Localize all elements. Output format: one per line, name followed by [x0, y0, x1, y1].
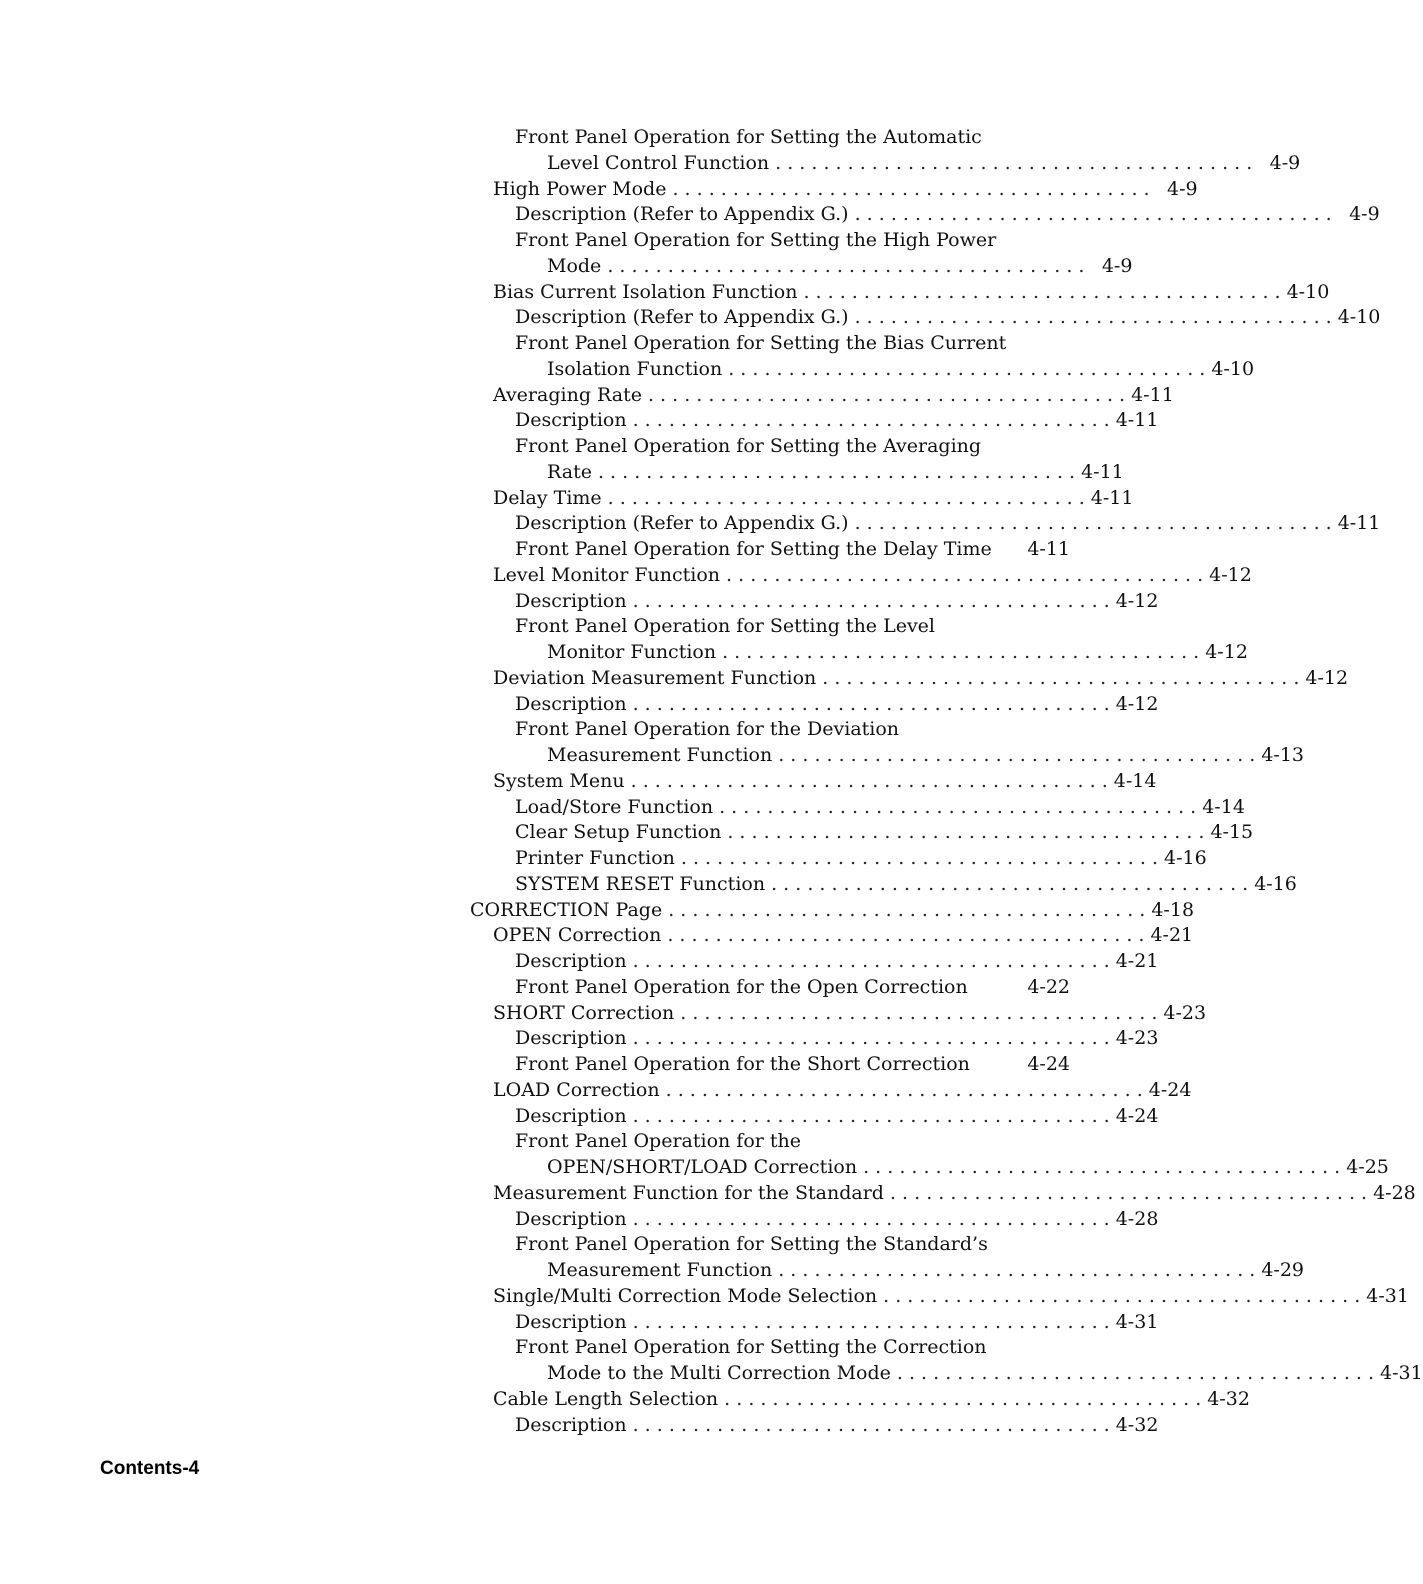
- toc-entry: [470, 228, 1070, 254]
- toc-dot-leader: . . . . . . . . . . . . . . . . . . . . . . . . . . . . . . . . . . . . . . . .: [854, 512, 1332, 535]
- toc-entry: [470, 357, 1255, 383]
- toc-entry-title: Description (Refer to Appendix G.): [515, 512, 849, 535]
- toc-entry-title: Single/Multi Correction Mode Selection: [493, 1284, 878, 1307]
- toc-entry: [470, 1258, 1305, 1284]
- toc-entry: [470, 666, 1349, 692]
- toc-entry-title: Mode to the Multi Correction Mode: [547, 1362, 891, 1384]
- toc-entry: [470, 743, 1305, 769]
- toc-dot-leader: . . . . . . . . . . . . . . . . . . . . . . . . . . . . . . . . . . . . . . . .: [632, 692, 1110, 715]
- toc-entry-page-number: 4-11: [1027, 538, 1070, 560]
- toc-entry: [470, 460, 1124, 486]
- toc-entry-page-number: 4-10: [1337, 306, 1381, 329]
- toc-entry-title: Monitor Function: [547, 641, 717, 663]
- toc-entry-title: Description: [515, 1027, 627, 1050]
- toc-entry-title: Front Panel Operation for Setting the Standard’s: [515, 1233, 988, 1256]
- toc-entry-title: Level Monitor Function: [493, 563, 721, 586]
- toc-entry: [470, 1361, 1423, 1387]
- toc-entry-title: Front Panel Operation for the Short Correction: [515, 1053, 970, 1075]
- toc-entry-page-number: 4-23: [1163, 1001, 1207, 1024]
- toc-dot-leader: . . . . . . . . . . . . . . . . . . . . . . . . . . . . . . . . . . . . . . . .: [632, 1027, 1110, 1050]
- toc-entry-title: Description (Refer to Appendix G.): [515, 203, 849, 226]
- toc-entry: [470, 614, 1070, 640]
- toc-entry: [470, 1284, 1409, 1310]
- toc-entry-title: Printer Function: [515, 847, 675, 869]
- toc-entry-page-number: 4-10: [1211, 357, 1255, 380]
- toc-entry: [470, 254, 1133, 280]
- toc-dot-leader: . . . . . . . . . . . . . . . . . . . . . . . . . . . . . . . . . . . . . . . .: [778, 1259, 1256, 1281]
- toc-entry-page-number: 4-25: [1346, 1156, 1389, 1178]
- toc-entry: [470, 408, 1159, 434]
- toc-entry-title: Front Panel Operation for the Open Correction: [515, 975, 968, 998]
- toc-entry-page-number: 4-11: [1337, 512, 1381, 535]
- toc-entry: [470, 177, 1198, 203]
- toc-entry: [470, 1413, 1159, 1439]
- toc-entry-page-number: 4-28: [1115, 1207, 1159, 1230]
- toc-dot-leader: . . . . . . . . . . . . . . . . . . . . . . . . . . . . . . . . . . . . . . . .: [632, 1207, 1110, 1230]
- toc-dot-leader: . . . . . . . . . . . . . . . . . . . . . . . . . . . . . . . . . . . . . . . .: [607, 254, 1085, 277]
- toc-dot-leader: . . . . . . . . . . . . . . . . . . . . . . . . . . . . . . . . . . . . . . . .: [822, 666, 1300, 689]
- toc-dot-leader: . . . . . . . . . . . . . . . . . . . . . . . . . . . . . . . . . . . . . . . .: [854, 306, 1332, 329]
- toc-entry-page-number: 4-24: [1115, 1104, 1159, 1127]
- toc-entry-page-number: 4-10: [1286, 280, 1330, 303]
- toc-entry-title: Rate: [547, 460, 592, 483]
- toc-entry: [470, 1129, 1070, 1155]
- toc-entry-page-number: 4-13: [1261, 744, 1305, 766]
- toc-dot-leader: . . . . . . . . . . . . . . . . . . . . . . . . . . . . . . . . . . . . . . . .: [632, 950, 1110, 972]
- toc-entry-page-number: 4-11: [1131, 383, 1174, 406]
- toc-entry: [470, 589, 1159, 615]
- toc-entry-title: Measurement Function: [547, 1259, 773, 1281]
- toc-entry-title: OPEN/SHORT/LOAD Correction: [547, 1156, 858, 1178]
- toc-entry-title: Front Panel Operation for Setting the Automatic: [515, 126, 982, 148]
- toc-entry-title: Mode: [547, 254, 602, 277]
- toc-entry-page-number: 4-16: [1254, 872, 1297, 895]
- page-footer-label: Contents-4: [100, 1458, 200, 1479]
- toc-dot-leader: . . . . . . . . . . . . . . . . . . . . . . . . . . . . . . . . . . . . . . . .: [597, 460, 1076, 483]
- toc-entry: [470, 434, 1070, 460]
- toc-entry-page-number: 4-9: [1269, 151, 1301, 174]
- toc-entry-title: Description: [515, 589, 627, 612]
- toc-entry-page-number: 4-21: [1115, 950, 1159, 972]
- toc-entry-page-number: 4-24: [1027, 1053, 1070, 1075]
- toc-entry-title: SHORT Correction: [493, 1001, 675, 1024]
- toc-dot-leader: . . . . . . . . . . . . . . . . . . . . . . . . . . . . . . . . . . . . . . . .: [667, 924, 1145, 947]
- toc-dot-leader: . . . . . . . . . . . . . . . . . . . . . . . . . . . . . . . . . . . . . . . .: [854, 203, 1332, 226]
- toc-entry-page-number: 4-15: [1210, 821, 1254, 844]
- toc-entry-title: Measurement Function for the Standard: [493, 1181, 884, 1204]
- toc-dot-leader: . . . . . . . . . . . . . . . . . . . . . . . . . . . . . . . . . . . . . . . .: [668, 898, 1146, 921]
- toc-entry-page-number: 4-9: [1101, 254, 1133, 277]
- toc-entry-title: Front Panel Operation for Setting the Averaging: [515, 435, 982, 457]
- toc-entry: [470, 1001, 1207, 1027]
- toc-entry: [470, 846, 1207, 872]
- toc-entry: [470, 949, 1159, 975]
- toc-entry-title: Bias Current Isolation Function: [493, 280, 798, 303]
- toc-entry-title: Deviation Measurement Function: [493, 666, 817, 689]
- toc-entry: [470, 692, 1159, 718]
- toc-entry-title: Description: [515, 1104, 627, 1127]
- toc-entry: [470, 820, 1254, 846]
- toc-entry-title: Description (Refer to Appendix G.): [515, 306, 849, 329]
- toc-entry: [470, 923, 1194, 949]
- toc-entry: [470, 331, 1070, 357]
- toc-entry: [470, 1104, 1159, 1130]
- toc-entry: [470, 769, 1157, 795]
- toc-entry: [470, 537, 1070, 563]
- toc-entry: [470, 383, 1174, 409]
- toc-entry: [470, 1207, 1159, 1233]
- toc-entry: [470, 1387, 1250, 1413]
- toc-dot-leader: . . . . . . . . . . . . . . . . . . . . . . . . . . . . . . . . . . . . . . . .: [727, 821, 1205, 844]
- toc-entry: [470, 151, 1301, 177]
- toc-entry-title: Delay Time: [493, 486, 602, 509]
- toc-entry-page-number: 4-24: [1148, 1078, 1192, 1101]
- toc-entry-page-number: 4-28: [1373, 1181, 1416, 1204]
- toc-entry: [470, 1026, 1159, 1052]
- toc-dot-leader: . . . . . . . . . . . . . . . . . . . . . . . . . . . . . . . . . . . . . . . .: [778, 744, 1256, 766]
- toc-dot-leader: . . . . . . . . . . . . . . . . . . . . . . . . . . . . . . . . . . . . . . . .: [607, 486, 1085, 509]
- toc-entry-title: Description: [515, 692, 627, 715]
- toc-dot-leader: . . . . . . . . . . . . . . . . . . . . . . . . . . . . . . . . . . . . . . . .: [665, 1078, 1143, 1101]
- toc-entry: [470, 640, 1248, 666]
- toc-entry-page-number: 4-11: [1090, 486, 1134, 509]
- toc-entry-page-number: 4-12: [1305, 666, 1349, 689]
- toc-entry: [470, 717, 1070, 743]
- toc-entry-page-number: 4-14: [1113, 769, 1157, 792]
- toc-entry-page-number: 4-31: [1380, 1362, 1423, 1384]
- toc-entry-title: CORRECTION Page: [470, 898, 663, 921]
- toc-entry-page-number: 4-11: [1115, 409, 1159, 432]
- toc-entry-page-number: 4-14: [1202, 795, 1245, 818]
- toc-entry: [470, 125, 1070, 151]
- toc-entry: [470, 305, 1381, 331]
- toc-entry-title: Isolation Function: [547, 357, 723, 380]
- toc-entry-page-number: 4-29: [1261, 1259, 1305, 1281]
- toc-entry-page-number: 4-9: [1349, 203, 1380, 226]
- toc-entry-page-number: 4-23: [1115, 1027, 1159, 1050]
- toc-entry-page-number: 4-12: [1115, 692, 1159, 715]
- table-of-contents: [470, 125, 1423, 1438]
- toc-dot-leader: . . . . . . . . . . . . . . . . . . . . . . . . . . . . . . . . . . . . . . . .: [672, 177, 1150, 200]
- toc-entry-page-number: 4-12: [1209, 563, 1252, 586]
- toc-entry-page-number: 4-11: [1081, 460, 1124, 483]
- toc-entry-page-number: 4-12: [1115, 589, 1159, 612]
- toc-entry-title: LOAD Correction: [493, 1078, 660, 1101]
- toc-entry-title: Description: [515, 1413, 627, 1436]
- toc-entry: [470, 898, 1195, 924]
- toc-entry-title: Description: [515, 409, 627, 432]
- toc-entry: [470, 795, 1245, 821]
- toc-dot-leader: . . . . . . . . . . . . . . . . . . . . . . . . . . . . . . . . . . . . . . . .: [632, 1104, 1110, 1127]
- toc-entry: [470, 280, 1330, 306]
- toc-entry-page-number: 4-16: [1164, 847, 1207, 869]
- toc-entry-page-number: 4-32: [1207, 1387, 1250, 1410]
- toc-entry-title: Clear Setup Function: [515, 821, 722, 844]
- toc-entry-title: Front Panel Operation for the: [515, 1130, 802, 1153]
- toc-entry: [470, 1052, 1070, 1078]
- toc-entry-title: Measurement Function: [547, 744, 773, 766]
- toc-entry-page-number: 4-9: [1166, 177, 1198, 200]
- toc-dot-leader: . . . . . . . . . . . . . . . . . . . . . . . . . . . . . . . . . . . . . . . .: [803, 280, 1281, 303]
- toc-entry: [470, 563, 1252, 589]
- toc-entry: [470, 1232, 1070, 1258]
- toc-entry: [470, 1335, 1070, 1361]
- toc-dot-leader: . . . . . . . . . . . . . . . . . . . . . . . . . . . . . . . . . . . . . . . .: [680, 847, 1158, 869]
- toc-entry-title: Front Panel Operation for Setting the High Power: [515, 229, 997, 251]
- toc-entry-title: OPEN Correction: [493, 924, 662, 947]
- toc-dot-leader: . . . . . . . . . . . . . . . . . . . . . . . . . . . . . . . . . . . . . . . .: [647, 383, 1126, 406]
- toc-dot-leader: . . . . . . . . . . . . . . . . . . . . . . . . . . . . . . . . . . . . . . . .: [632, 589, 1110, 612]
- toc-dot-leader: . . . . . . . . . . . . . . . . . . . . . . . . . . . . . . . . . . . . . . . .: [775, 151, 1253, 174]
- toc-dot-leader: . . . . . . . . . . . . . . . . . . . . . . . . . . . . . . . . . . . . . . . .: [728, 357, 1206, 380]
- toc-entry-title: Level Control Function: [547, 151, 770, 174]
- toc-dot-leader: . . . . . . . . . . . . . . . . . . . . . . . . . . . . . . . . . . . . . . . .: [719, 795, 1197, 818]
- toc-entry-title: High Power Mode: [493, 177, 667, 200]
- toc-entry-page-number: 4-31: [1115, 1310, 1159, 1333]
- toc-dot-leader: . . . . . . . . . . . . . . . . . . . . . . . . . . . . . . . . . . . . . . . .: [630, 769, 1108, 792]
- toc-dot-leader: . . . . . . . . . . . . . . . . . . . . . . . . . . . . . . . . . . . . . . . .: [632, 1413, 1110, 1436]
- toc-entry-page-number: 4-12: [1205, 641, 1248, 663]
- toc-dot-leader: . . . . . . . . . . . . . . . . . . . . . . . . . . . . . . . . . . . . . . . .: [680, 1001, 1158, 1024]
- toc-dot-leader: . . . . . . . . . . . . . . . . . . . . . . . . . . . . . . . . . . . . . . . .: [632, 1310, 1110, 1333]
- toc-entry-title: Front Panel Operation for Setting the Level: [515, 615, 936, 638]
- toc-entry-page-number: 4-18: [1151, 898, 1195, 921]
- toc-entry: [470, 486, 1134, 512]
- toc-entry-page-number: 4-31: [1366, 1284, 1409, 1307]
- toc-dot-leader: . . . . . . . . . . . . . . . . . . . . . . . . . . . . . . . . . . . . . . . .: [632, 409, 1110, 432]
- toc-entry: [470, 1078, 1192, 1104]
- toc-dot-leader: . . . . . . . . . . . . . . . . . . . . . . . . . . . . . . . . . . . . . . . .: [726, 563, 1204, 586]
- toc-entry-page-number: 4-32: [1115, 1413, 1159, 1436]
- toc-entry: [470, 202, 1380, 228]
- toc-dot-leader: . . . . . . . . . . . . . . . . . . . . . . . . . . . . . . . . . . . . . . . .: [883, 1284, 1361, 1307]
- toc-dot-leader: . . . . . . . . . . . . . . . . . . . . . . . . . . . . . . . . . . . . . . . .: [863, 1156, 1341, 1178]
- toc-dot-leader: . . . . . . . . . . . . . . . . . . . . . . . . . . . . . . . . . . . . . . . .: [889, 1181, 1368, 1204]
- toc-entry-title: Description: [515, 1310, 627, 1333]
- toc-entry: [470, 511, 1381, 537]
- toc-dot-leader: . . . . . . . . . . . . . . . . . . . . . . . . . . . . . . . . . . . . . . . .: [896, 1362, 1375, 1384]
- toc-dot-leader: . . . . . . . . . . . . . . . . . . . . . . . . . . . . . . . . . . . . . . . .: [771, 872, 1249, 895]
- toc-entry: [470, 1310, 1159, 1336]
- toc-entry: [470, 1155, 1389, 1181]
- toc-entry-title: Front Panel Operation for the Deviation: [515, 718, 900, 741]
- toc-dot-leader: . . . . . . . . . . . . . . . . . . . . . . . . . . . . . . . . . . . . . . . .: [724, 1387, 1202, 1410]
- toc-entry: [470, 975, 1070, 1001]
- toc-entry-title: Front Panel Operation for Setting the Correction: [515, 1336, 987, 1359]
- toc-entry-title: System Menu: [493, 769, 625, 792]
- toc-entry-page-number: 4-21: [1150, 924, 1194, 947]
- toc-entry-title: SYSTEM RESET Function: [515, 872, 766, 895]
- toc-entry-title: Cable Length Selection: [493, 1387, 719, 1410]
- toc-dot-leader: . . . . . . . . . . . . . . . . . . . . . . . . . . . . . . . . . . . . . . . .: [722, 641, 1200, 663]
- toc-entry-title: Front Panel Operation for Setting the Bias Current: [515, 332, 1007, 354]
- toc-entry: [470, 872, 1297, 898]
- toc-entry-title: Front Panel Operation for Setting the Delay Time: [515, 538, 992, 560]
- toc-entry: [470, 1181, 1416, 1207]
- toc-entry-title: Description: [515, 950, 627, 972]
- toc-entry-page-number: 4-22: [1027, 975, 1070, 998]
- toc-entry-title: Description: [515, 1207, 627, 1230]
- toc-entry-title: Averaging Rate: [493, 383, 642, 406]
- toc-entry-title: Load/Store Function: [515, 795, 714, 818]
